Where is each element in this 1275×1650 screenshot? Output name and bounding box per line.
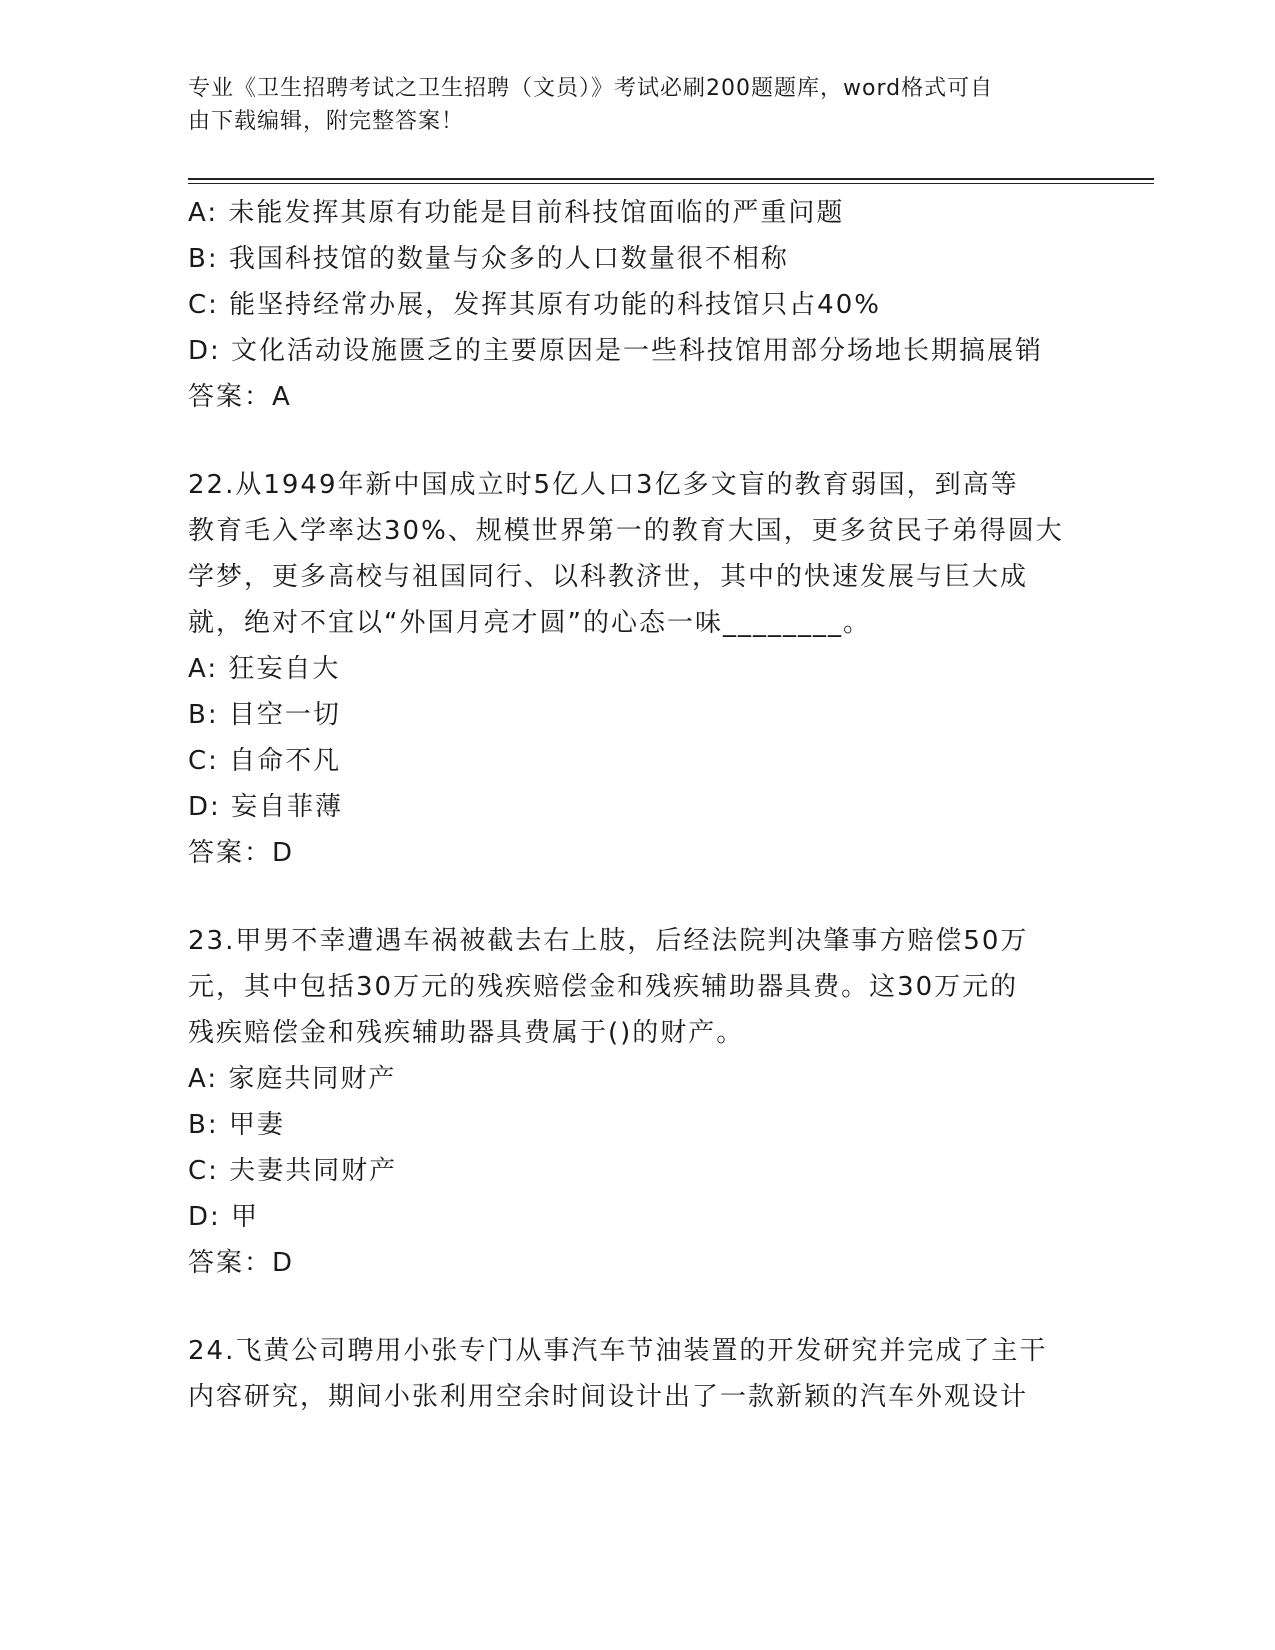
- option-c: C: 夫妻共同财产: [188, 1156, 398, 1186]
- answer-line: 答案：D: [188, 838, 295, 868]
- option-d: D: 甲: [188, 1202, 260, 1232]
- question-23: [188, 918, 1088, 1286]
- option-b: B: 我国科技馆的数量与众多的人口数量很不相称: [188, 244, 789, 274]
- question-text-line: 学梦，更多高校与祖国同行、以科教济世，其中的快速发展与巨大成: [188, 562, 1029, 592]
- document-header: [188, 72, 1078, 138]
- option-c: C: 自命不凡: [188, 746, 342, 776]
- question-text-line: 24.飞黄公司聘用小张专门从事汽车节油装置的开发研究并完成了主干: [188, 1336, 1048, 1366]
- option-d: D: 文化活动设施匮乏的主要原因是一些科技馆用部分场地长期搞展销: [188, 336, 1044, 366]
- option-a: A: 狂妄自大: [188, 654, 341, 684]
- question-text-line: 就，绝对不宜以“外国月亮才圆”的心态一味________。: [188, 608, 871, 638]
- question-text-line: 教育毛入学率达30%、规模世界第一的教育大国，更多贫民子弟得圆大: [188, 516, 1064, 546]
- header-line-1: 专业《卫生招聘考试之卫生招聘（文员）》考试必刷200题题库，word格式可自: [188, 76, 994, 101]
- question-22: [188, 462, 1088, 876]
- header-rule-thick: [188, 178, 1154, 180]
- option-d: D: 妄自菲薄: [188, 792, 344, 822]
- option-a: A: 未能发挥其原有功能是目前科技馆面临的严重问题: [188, 198, 845, 228]
- option-b: B: 目空一切: [188, 700, 341, 730]
- option-b: B: 甲妻: [188, 1110, 285, 1140]
- option-c: C: 能坚持经常办展，发挥其原有功能的科技馆只占40%: [188, 290, 881, 320]
- header-line-2: 由下载编辑，附完整答案！: [188, 109, 465, 134]
- question-21-continued: [188, 190, 1088, 420]
- header-rule-thin: [188, 183, 1154, 184]
- answer-line: 答案：D: [188, 1248, 295, 1278]
- document-body: [188, 190, 1088, 1420]
- option-a: A: 家庭共同财产: [188, 1064, 397, 1094]
- question-text-line: 内容研究，期间小张利用空余时间设计出了一款新颖的汽车外观设计: [188, 1382, 1029, 1412]
- question-text-line: 22.从1949年新中国成立时5亿人口3亿多文盲的教育弱国，到高等: [188, 470, 1019, 500]
- question-24: [188, 1328, 1088, 1420]
- question-text-line: 元，其中包括30万元的残疾赔偿金和残疾辅助器具费。这30万元的: [188, 972, 1019, 1002]
- answer-line: 答案：A: [188, 382, 292, 412]
- question-text-line: 23.甲男不幸遭遇车祸被截去右上肢，后经法院判决肇事方赔偿50万: [188, 926, 1029, 956]
- question-text-line: 残疾赔偿金和残疾辅助器具费属于()的财产。: [188, 1018, 745, 1048]
